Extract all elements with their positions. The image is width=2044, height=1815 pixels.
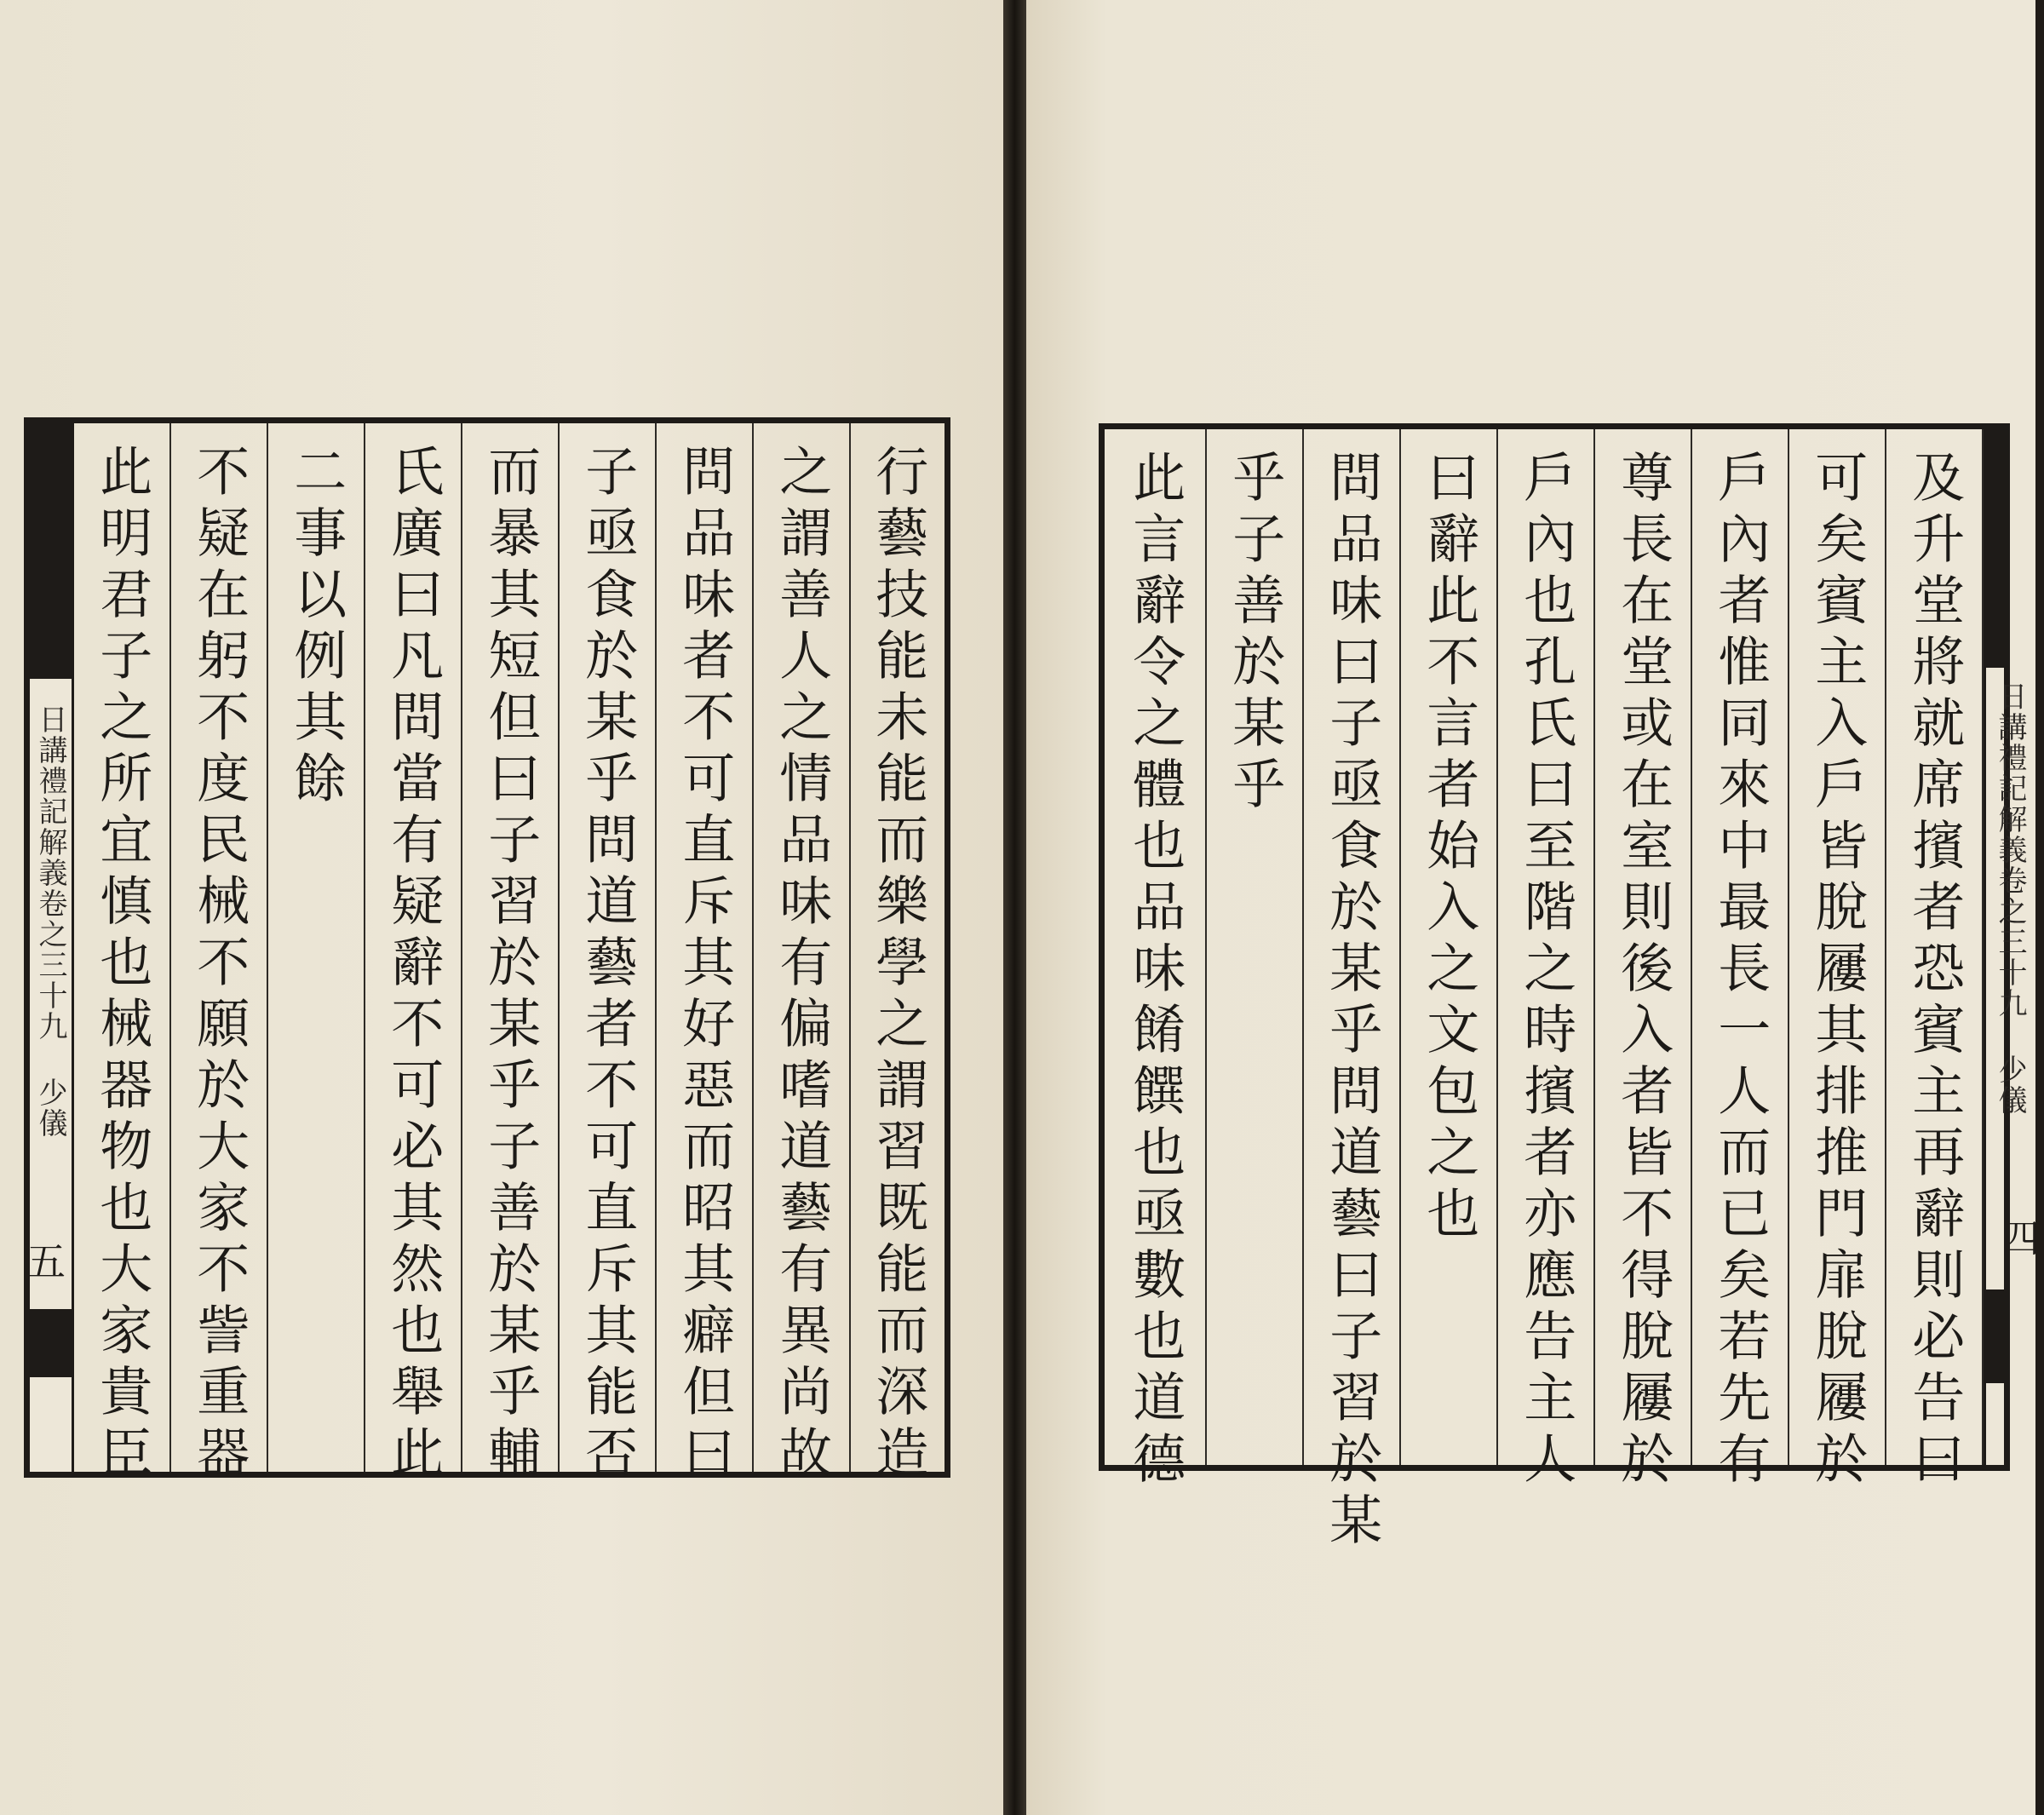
right-text-frame <box>1099 423 2010 1554</box>
right-page-number: 四 <box>1995 1218 2041 1257</box>
right-column-8: 乎子善於某乎 <box>1207 429 1304 1465</box>
left-column-7: 二事以例其餘 <box>268 423 365 1472</box>
left-column-5: 而暴其短但曰子習於某乎子善於某乎輔 <box>462 423 560 1472</box>
left-column-4: 子亟食於某乎問道藝者不可直斥其能否 <box>560 423 657 1472</box>
left-text-frame <box>20 417 950 1486</box>
right-banner-title: 日講禮記解義卷之三十九 少儀 <box>1993 681 2027 1116</box>
left-banner-title: 日講禮記解義卷之三十九 少儀 <box>33 704 67 1139</box>
right-column-3: 戶內者惟同來中最長一人而已矣若先有 <box>1692 429 1789 1465</box>
left-column-1: 行藝技能未能而樂學之謂習既能而深造 <box>866 444 929 1486</box>
book-gutter <box>1003 0 1026 1815</box>
right-column-2: 可矣賓主入戶皆脫屨其排推門扉脫屨於 <box>1789 429 1886 1465</box>
left-banner <box>20 423 74 1472</box>
left-column-8: 不疑在躬不度民械不願於大家不訾重器 <box>171 423 268 1472</box>
page-edge <box>2035 0 2044 1815</box>
right-column-7: 問品味曰子亟食於某乎問道藝曰子習於某 <box>1304 429 1401 1465</box>
left-column-9: 此明君子之所宜慎也械器物也大家貴臣 <box>74 423 171 1472</box>
left-column-3: 問品味者不可直斥其好惡而昭其癖但曰 <box>657 423 754 1472</box>
right-column-1: 及升堂將就席擯者恐賓主再辭則必告曰 <box>1886 429 1984 1465</box>
right-column-6: 曰辭此不言者始入之文包之也 <box>1401 429 1498 1465</box>
left-column-2: 之謂善人之情品味有偏嗜道藝有異尚故 <box>754 423 851 1472</box>
right-column-4: 尊長在堂或在室則後入者皆不得脫屨於 <box>1595 429 1692 1465</box>
left-page-number: 五 <box>20 1241 66 1280</box>
right-column-5: 戶內也孔氏曰至階之時擯者亦應告主人 <box>1498 429 1595 1465</box>
left-column-6: 氏廣曰凡問當有疑辭不可必其然也舉此 <box>365 423 462 1472</box>
right-column-9: 此言辭令之體也品味餚饌也亟數也道德 <box>1105 429 1207 1465</box>
